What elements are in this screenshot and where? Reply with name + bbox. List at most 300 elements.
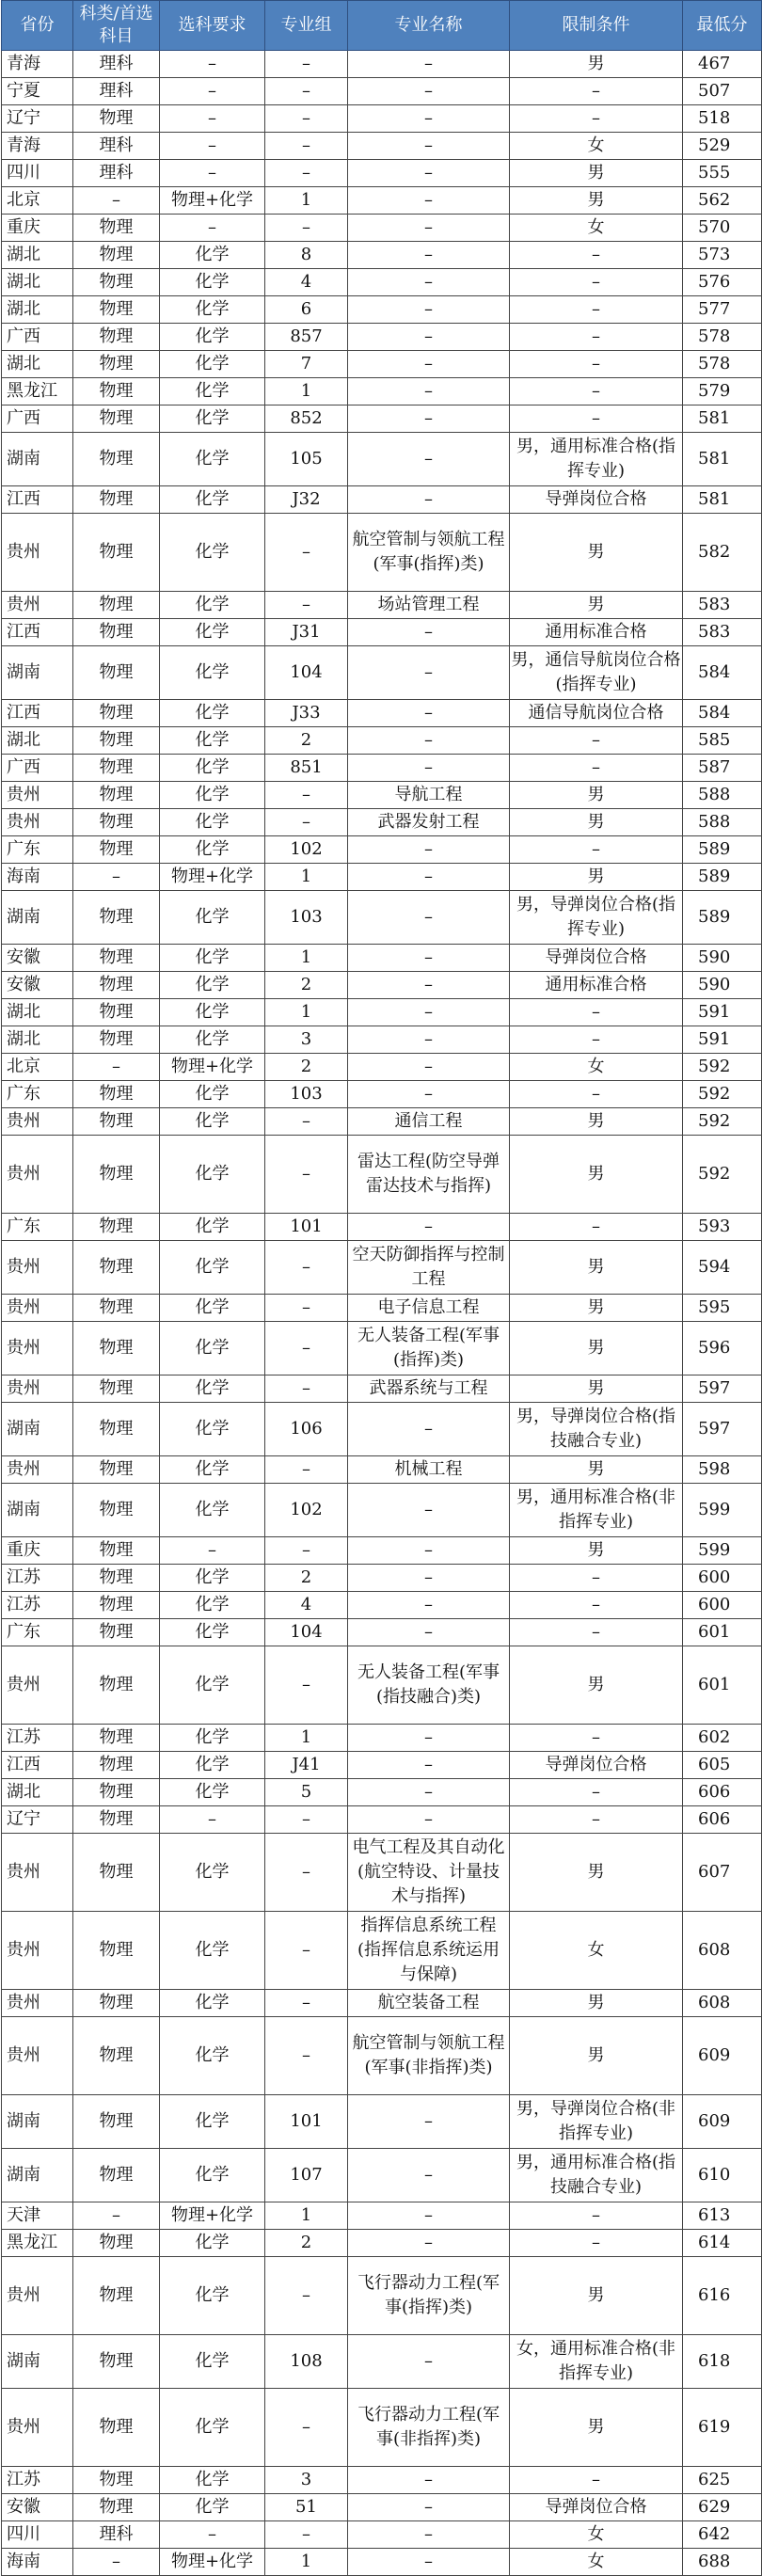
cell-major-name: – bbox=[348, 296, 510, 324]
cell-major-group: 102 bbox=[265, 1484, 348, 1537]
cell-restriction: 女 bbox=[510, 133, 683, 160]
cell-restriction: – bbox=[510, 296, 683, 324]
table-row bbox=[2, 972, 762, 999]
cell-restriction: 男，通用标准合格(指技融合专业) bbox=[510, 2149, 683, 2202]
cell-major-group: 852 bbox=[265, 405, 348, 433]
cell-province: 贵州 bbox=[2, 1456, 73, 1484]
cell-province: 湖南 bbox=[2, 2149, 73, 2202]
table-row bbox=[2, 51, 762, 78]
cell-min-score: 581 bbox=[683, 433, 762, 486]
cell-restriction: – bbox=[510, 2467, 683, 2494]
cell-subject-requirement: 化学 bbox=[160, 700, 265, 727]
table-row bbox=[2, 1295, 762, 1322]
cell-subject-category: 物理 bbox=[73, 2095, 160, 2149]
cell-subject-requirement: 化学 bbox=[160, 2467, 265, 2494]
cell-major-name: – bbox=[348, 836, 510, 864]
cell-subject-category: 物理 bbox=[73, 1537, 160, 1565]
cell-major-name: – bbox=[348, 1537, 510, 1565]
table-row bbox=[2, 405, 762, 433]
cell-subject-category: 物理 bbox=[73, 999, 160, 1026]
cell-province: 贵州 bbox=[2, 1646, 73, 1725]
cell-major-group: 103 bbox=[265, 1081, 348, 1108]
cell-min-score: 619 bbox=[683, 2389, 762, 2467]
cell-min-score: 595 bbox=[683, 1295, 762, 1322]
cell-subject-requirement: 化学 bbox=[160, 1214, 265, 1241]
cell-major-group: – bbox=[265, 592, 348, 619]
cell-major-name: 机械工程 bbox=[348, 1456, 510, 1484]
cell-subject-category: 物理 bbox=[73, 727, 160, 755]
cell-min-score: 688 bbox=[683, 2549, 762, 2576]
cell-major-group: – bbox=[265, 1241, 348, 1295]
cell-province: 黑龙江 bbox=[2, 2230, 73, 2257]
cell-province: 广东 bbox=[2, 1081, 73, 1108]
cell-restriction: 男，通用标准合格(非指挥专业) bbox=[510, 1484, 683, 1537]
cell-min-score: 555 bbox=[683, 160, 762, 187]
cell-major-group: 5 bbox=[265, 1779, 348, 1806]
cell-major-name: – bbox=[348, 215, 510, 242]
table-row bbox=[2, 755, 762, 782]
cell-major-name: – bbox=[348, 1806, 510, 1834]
cell-subject-category: – bbox=[73, 864, 160, 891]
cell-subject-category: 物理 bbox=[73, 486, 160, 514]
cell-major-name: – bbox=[348, 133, 510, 160]
cell-subject-category: 物理 bbox=[73, 1026, 160, 1054]
cell-major-group: – bbox=[265, 51, 348, 78]
cell-province: 海南 bbox=[2, 864, 73, 891]
cell-major-group: 6 bbox=[265, 296, 348, 324]
cell-subject-requirement: 化学 bbox=[160, 2389, 265, 2467]
cell-subject-category: 理科 bbox=[73, 160, 160, 187]
header-subject-category: 科类/首选科目 bbox=[73, 1, 160, 51]
cell-subject-requirement: 化学 bbox=[160, 2017, 265, 2095]
cell-subject-category: 物理 bbox=[73, 269, 160, 296]
cell-subject-requirement: 化学 bbox=[160, 2335, 265, 2389]
cell-restriction: 男 bbox=[510, 1537, 683, 1565]
cell-subject-category: 物理 bbox=[73, 1322, 160, 1375]
cell-restriction: 女 bbox=[510, 2521, 683, 2549]
cell-province: 江苏 bbox=[2, 1725, 73, 1752]
cell-subject-requirement: 化学 bbox=[160, 405, 265, 433]
cell-subject-requirement: 化学 bbox=[160, 1619, 265, 1646]
table-row bbox=[2, 1108, 762, 1136]
cell-subject-requirement: 化学 bbox=[160, 433, 265, 486]
cell-province: 江西 bbox=[2, 486, 73, 514]
cell-restriction: 男 bbox=[510, 1241, 683, 1295]
cell-restriction: – bbox=[510, 2230, 683, 2257]
cell-major-name: – bbox=[348, 1214, 510, 1241]
cell-subject-category: 物理 bbox=[73, 242, 160, 269]
cell-major-group: – bbox=[265, 809, 348, 836]
header-major-group: 专业组 bbox=[265, 1, 348, 51]
cell-major-group: 1 bbox=[265, 945, 348, 972]
cell-subject-requirement: 化学 bbox=[160, 1565, 265, 1592]
cell-province: 北京 bbox=[2, 1054, 73, 1081]
cell-province: 重庆 bbox=[2, 215, 73, 242]
cell-province: 贵州 bbox=[2, 1295, 73, 1322]
table-row bbox=[2, 619, 762, 646]
cell-subject-requirement: 化学 bbox=[160, 514, 265, 592]
table-row bbox=[2, 2467, 762, 2494]
cell-subject-category: 物理 bbox=[73, 1136, 160, 1214]
cell-province: 湖南 bbox=[2, 433, 73, 486]
cell-min-score: 593 bbox=[683, 1214, 762, 1241]
cell-subject-category: 物理 bbox=[73, 2335, 160, 2389]
cell-subject-requirement: – bbox=[160, 105, 265, 133]
cell-province: 湖南 bbox=[2, 891, 73, 945]
cell-subject-requirement: 化学 bbox=[160, 1375, 265, 1403]
cell-subject-category: 物理 bbox=[73, 1456, 160, 1484]
header-province: 省份 bbox=[2, 1, 73, 51]
header-row bbox=[2, 1, 762, 51]
cell-major-group: 3 bbox=[265, 1026, 348, 1054]
cell-restriction: – bbox=[510, 1725, 683, 1752]
cell-province: 安徽 bbox=[2, 945, 73, 972]
cell-min-score: 587 bbox=[683, 755, 762, 782]
cell-subject-requirement: 化学 bbox=[160, 809, 265, 836]
cell-subject-category: 物理 bbox=[73, 1752, 160, 1779]
cell-restriction: – bbox=[510, 242, 683, 269]
header-major-name: 专业名称 bbox=[348, 1, 510, 51]
cell-restriction: 女 bbox=[510, 215, 683, 242]
cell-major-name: 通信工程 bbox=[348, 1108, 510, 1136]
cell-restriction: – bbox=[510, 1806, 683, 1834]
cell-major-group: – bbox=[265, 1806, 348, 1834]
cell-major-group: – bbox=[265, 215, 348, 242]
cell-major-group: – bbox=[265, 514, 348, 592]
cell-province: 辽宁 bbox=[2, 105, 73, 133]
table-row bbox=[2, 324, 762, 351]
cell-subject-category: 物理 bbox=[73, 215, 160, 242]
cell-restriction: 导弹岗位合格 bbox=[510, 1752, 683, 1779]
cell-province: 天津 bbox=[2, 2202, 73, 2230]
cell-subject-category: 理科 bbox=[73, 133, 160, 160]
cell-major-group: 1 bbox=[265, 378, 348, 405]
cell-major-group: 8 bbox=[265, 242, 348, 269]
cell-subject-requirement: 化学 bbox=[160, 2230, 265, 2257]
cell-min-score: 607 bbox=[683, 1834, 762, 1912]
cell-subject-requirement: 化学 bbox=[160, 296, 265, 324]
cell-subject-category: – bbox=[73, 1054, 160, 1081]
cell-min-score: 585 bbox=[683, 727, 762, 755]
table-row bbox=[2, 1619, 762, 1646]
cell-min-score: 596 bbox=[683, 1322, 762, 1375]
cell-major-group: 1 bbox=[265, 2202, 348, 2230]
cell-restriction: 通用标准合格 bbox=[510, 972, 683, 999]
cell-subject-requirement: 化学 bbox=[160, 945, 265, 972]
cell-min-score: 583 bbox=[683, 592, 762, 619]
cell-min-score: 614 bbox=[683, 2230, 762, 2257]
cell-province: 贵州 bbox=[2, 1990, 73, 2017]
cell-major-name: 无人装备工程(军事(指挥)类) bbox=[348, 1322, 510, 1375]
table-row bbox=[2, 133, 762, 160]
header-restriction: 限制条件 bbox=[510, 1, 683, 51]
cell-subject-category: 物理 bbox=[73, 2257, 160, 2335]
cell-province: 江苏 bbox=[2, 1565, 73, 1592]
cell-min-score: 581 bbox=[683, 486, 762, 514]
cell-province: 贵州 bbox=[2, 514, 73, 592]
table-row bbox=[2, 215, 762, 242]
cell-subject-requirement: 化学 bbox=[160, 2095, 265, 2149]
cell-major-group: 857 bbox=[265, 324, 348, 351]
cell-min-score: 507 bbox=[683, 78, 762, 105]
cell-province: 湖北 bbox=[2, 1779, 73, 1806]
cell-major-name: – bbox=[348, 700, 510, 727]
cell-province: 贵州 bbox=[2, 1241, 73, 1295]
table-row bbox=[2, 864, 762, 891]
cell-subject-requirement: 化学 bbox=[160, 1403, 265, 1456]
cell-min-score: 602 bbox=[683, 1725, 762, 1752]
cell-major-name: – bbox=[348, 2335, 510, 2389]
cell-restriction: 男 bbox=[510, 1375, 683, 1403]
cell-min-score: 592 bbox=[683, 1136, 762, 1214]
cell-restriction: 男 bbox=[510, 1295, 683, 1322]
cell-major-name: – bbox=[348, 51, 510, 78]
cell-subject-requirement: 化学 bbox=[160, 1241, 265, 1295]
cell-subject-requirement: – bbox=[160, 1806, 265, 1834]
cell-restriction: – bbox=[510, 78, 683, 105]
cell-restriction: – bbox=[510, 999, 683, 1026]
cell-province: 青海 bbox=[2, 51, 73, 78]
cell-province: 贵州 bbox=[2, 1912, 73, 1990]
cell-major-group: – bbox=[265, 1375, 348, 1403]
cell-subject-requirement: – bbox=[160, 78, 265, 105]
cell-subject-requirement: 化学 bbox=[160, 755, 265, 782]
header-subject-requirement: 选科要求 bbox=[160, 1, 265, 51]
cell-restriction: 男 bbox=[510, 2017, 683, 2095]
cell-major-name: – bbox=[348, 1779, 510, 1806]
table-row bbox=[2, 1592, 762, 1619]
cell-major-name: 航空管制与领航工程(军事(非指挥)类) bbox=[348, 2017, 510, 2095]
table-row bbox=[2, 1537, 762, 1565]
cell-subject-requirement: 化学 bbox=[160, 972, 265, 999]
cell-major-group: 2 bbox=[265, 1565, 348, 1592]
cell-min-score: 582 bbox=[683, 514, 762, 592]
table-row bbox=[2, 2521, 762, 2549]
cell-province: 安徽 bbox=[2, 2494, 73, 2521]
cell-restriction: 男，通信导航岗位合格(指挥专业) bbox=[510, 646, 683, 700]
table-row bbox=[2, 1484, 762, 1537]
table-row bbox=[2, 1403, 762, 1456]
cell-province: 广西 bbox=[2, 405, 73, 433]
cell-restriction: 男 bbox=[510, 1136, 683, 1214]
cell-subject-category: 物理 bbox=[73, 1484, 160, 1537]
table-row bbox=[2, 1646, 762, 1725]
cell-subject-category: 物理 bbox=[73, 351, 160, 378]
cell-subject-requirement: 化学 bbox=[160, 1026, 265, 1054]
cell-min-score: 599 bbox=[683, 1537, 762, 1565]
cell-subject-requirement: – bbox=[160, 160, 265, 187]
cell-province: 四川 bbox=[2, 2521, 73, 2549]
cell-min-score: 578 bbox=[683, 324, 762, 351]
table-row bbox=[2, 514, 762, 592]
cell-restriction: – bbox=[510, 1619, 683, 1646]
cell-subject-category: 物理 bbox=[73, 378, 160, 405]
cell-major-group: 2 bbox=[265, 727, 348, 755]
cell-major-group: – bbox=[265, 2017, 348, 2095]
cell-subject-requirement: 化学 bbox=[160, 891, 265, 945]
cell-major-name: – bbox=[348, 160, 510, 187]
cell-min-score: 608 bbox=[683, 1990, 762, 2017]
cell-min-score: 598 bbox=[683, 1456, 762, 1484]
cell-subject-category: 物理 bbox=[73, 1646, 160, 1725]
cell-restriction: 导弹岗位合格 bbox=[510, 2494, 683, 2521]
cell-major-group: J41 bbox=[265, 1752, 348, 1779]
cell-major-name: – bbox=[348, 2149, 510, 2202]
cell-restriction: – bbox=[510, 836, 683, 864]
header-min-score: 最低分 bbox=[683, 1, 762, 51]
cell-major-name: 飞行器动力工程(军事(指挥)类) bbox=[348, 2257, 510, 2335]
cell-restriction: 男，导弹岗位合格(指挥专业) bbox=[510, 891, 683, 945]
cell-min-score: 609 bbox=[683, 2095, 762, 2149]
table-row bbox=[2, 1456, 762, 1484]
cell-major-group: – bbox=[265, 1322, 348, 1375]
cell-min-score: 591 bbox=[683, 1026, 762, 1054]
cell-major-group: 2 bbox=[265, 972, 348, 999]
cell-min-score: 590 bbox=[683, 972, 762, 999]
cell-min-score: 518 bbox=[683, 105, 762, 133]
table-row bbox=[2, 1779, 762, 1806]
cell-major-name: – bbox=[348, 1484, 510, 1537]
table-row bbox=[2, 2202, 762, 2230]
cell-restriction: 男 bbox=[510, 51, 683, 78]
table-row bbox=[2, 269, 762, 296]
cell-major-name: – bbox=[348, 433, 510, 486]
cell-major-name: 场站管理工程 bbox=[348, 592, 510, 619]
cell-major-name: 电气工程及其自动化(航空特设、计量技术与指挥) bbox=[348, 1834, 510, 1912]
cell-restriction: – bbox=[510, 1592, 683, 1619]
cell-subject-category: 物理 bbox=[73, 972, 160, 999]
cell-restriction: – bbox=[510, 755, 683, 782]
table-row bbox=[2, 891, 762, 945]
cell-province: 湖北 bbox=[2, 351, 73, 378]
cell-subject-category: 物理 bbox=[73, 433, 160, 486]
table-row bbox=[2, 809, 762, 836]
cell-subject-category: 物理 bbox=[73, 1779, 160, 1806]
cell-major-group: – bbox=[265, 1912, 348, 1990]
cell-major-name: – bbox=[348, 187, 510, 215]
cell-major-name: – bbox=[348, 324, 510, 351]
cell-major-group: 2 bbox=[265, 2230, 348, 2257]
cell-min-score: 605 bbox=[683, 1752, 762, 1779]
cell-min-score: 588 bbox=[683, 782, 762, 809]
cell-major-group: 108 bbox=[265, 2335, 348, 2389]
cell-subject-requirement: 物理+化学 bbox=[160, 2549, 265, 2576]
cell-major-name: – bbox=[348, 2549, 510, 2576]
cell-major-group: – bbox=[265, 1295, 348, 1322]
cell-province: 四川 bbox=[2, 160, 73, 187]
cell-subject-category: 物理 bbox=[73, 1241, 160, 1295]
cell-major-name: – bbox=[348, 242, 510, 269]
cell-restriction: 男 bbox=[510, 864, 683, 891]
cell-major-group: 3 bbox=[265, 2467, 348, 2494]
table-row bbox=[2, 351, 762, 378]
cell-major-name: – bbox=[348, 727, 510, 755]
cell-min-score: 625 bbox=[683, 2467, 762, 2494]
cell-province: 北京 bbox=[2, 187, 73, 215]
table-row bbox=[2, 1725, 762, 1752]
cell-province: 湖南 bbox=[2, 1403, 73, 1456]
table-row bbox=[2, 1375, 762, 1403]
cell-min-score: 529 bbox=[683, 133, 762, 160]
table-row bbox=[2, 1912, 762, 1990]
cell-major-group: 1 bbox=[265, 1725, 348, 1752]
cell-province: 贵州 bbox=[2, 592, 73, 619]
cell-restriction: 男 bbox=[510, 187, 683, 215]
cell-min-score: 618 bbox=[683, 2335, 762, 2389]
cell-subject-requirement: 化学 bbox=[160, 782, 265, 809]
cell-major-group: 851 bbox=[265, 755, 348, 782]
cell-subject-requirement: – bbox=[160, 2521, 265, 2549]
cell-subject-requirement: 化学 bbox=[160, 1912, 265, 1990]
cell-subject-requirement: – bbox=[160, 1537, 265, 1565]
cell-province: 江西 bbox=[2, 619, 73, 646]
cell-subject-category: 物理 bbox=[73, 1214, 160, 1241]
cell-province: 广西 bbox=[2, 755, 73, 782]
table-row bbox=[2, 727, 762, 755]
cell-major-name: 指挥信息系统工程(指挥信息系统运用与保障) bbox=[348, 1912, 510, 1990]
cell-min-score: 562 bbox=[683, 187, 762, 215]
cell-subject-requirement: 化学 bbox=[160, 378, 265, 405]
cell-major-name: – bbox=[348, 1752, 510, 1779]
cell-subject-category: 物理 bbox=[73, 405, 160, 433]
cell-province: 贵州 bbox=[2, 1375, 73, 1403]
cell-min-score: 592 bbox=[683, 1108, 762, 1136]
cell-subject-requirement: 化学 bbox=[160, 836, 265, 864]
cell-major-name: – bbox=[348, 2095, 510, 2149]
admission-score-table bbox=[1, 0, 762, 2576]
cell-min-score: 606 bbox=[683, 1806, 762, 1834]
cell-province: 贵州 bbox=[2, 1834, 73, 1912]
cell-major-name: – bbox=[348, 486, 510, 514]
cell-major-group: 1 bbox=[265, 187, 348, 215]
cell-min-score: 591 bbox=[683, 999, 762, 1026]
cell-subject-category: 物理 bbox=[73, 1912, 160, 1990]
cell-restriction: – bbox=[510, 1565, 683, 1592]
table-row bbox=[2, 160, 762, 187]
cell-subject-requirement: 化学 bbox=[160, 1752, 265, 1779]
cell-subject-category: 物理 bbox=[73, 2230, 160, 2257]
cell-subject-category: – bbox=[73, 2549, 160, 2576]
cell-restriction: 男 bbox=[510, 1646, 683, 1725]
cell-subject-category: 物理 bbox=[73, 1619, 160, 1646]
cell-province: 广西 bbox=[2, 324, 73, 351]
cell-restriction: 男，导弹岗位合格(非指挥专业) bbox=[510, 2095, 683, 2149]
cell-province: 贵州 bbox=[2, 1108, 73, 1136]
cell-min-score: 589 bbox=[683, 864, 762, 891]
cell-major-group: 104 bbox=[265, 646, 348, 700]
cell-major-group: – bbox=[265, 1646, 348, 1725]
table-row bbox=[2, 242, 762, 269]
table-row bbox=[2, 2257, 762, 2335]
cell-province: 青海 bbox=[2, 133, 73, 160]
table-row bbox=[2, 378, 762, 405]
cell-subject-category: 物理 bbox=[73, 1834, 160, 1912]
cell-subject-requirement: 化学 bbox=[160, 1646, 265, 1725]
cell-subject-requirement: – bbox=[160, 51, 265, 78]
cell-province: 湖北 bbox=[2, 727, 73, 755]
cell-min-score: 573 bbox=[683, 242, 762, 269]
cell-subject-requirement: 化学 bbox=[160, 619, 265, 646]
cell-province: 湖北 bbox=[2, 999, 73, 1026]
cell-subject-category: 物理 bbox=[73, 809, 160, 836]
cell-major-name: 航空管制与领航工程(军事(指挥)类) bbox=[348, 514, 510, 592]
cell-major-group: – bbox=[265, 2257, 348, 2335]
cell-restriction: 男，通用标准合格(指挥专业) bbox=[510, 433, 683, 486]
cell-major-group: J33 bbox=[265, 700, 348, 727]
cell-major-name: – bbox=[348, 269, 510, 296]
cell-province: 贵州 bbox=[2, 2017, 73, 2095]
cell-restriction: 男 bbox=[510, 1990, 683, 2017]
